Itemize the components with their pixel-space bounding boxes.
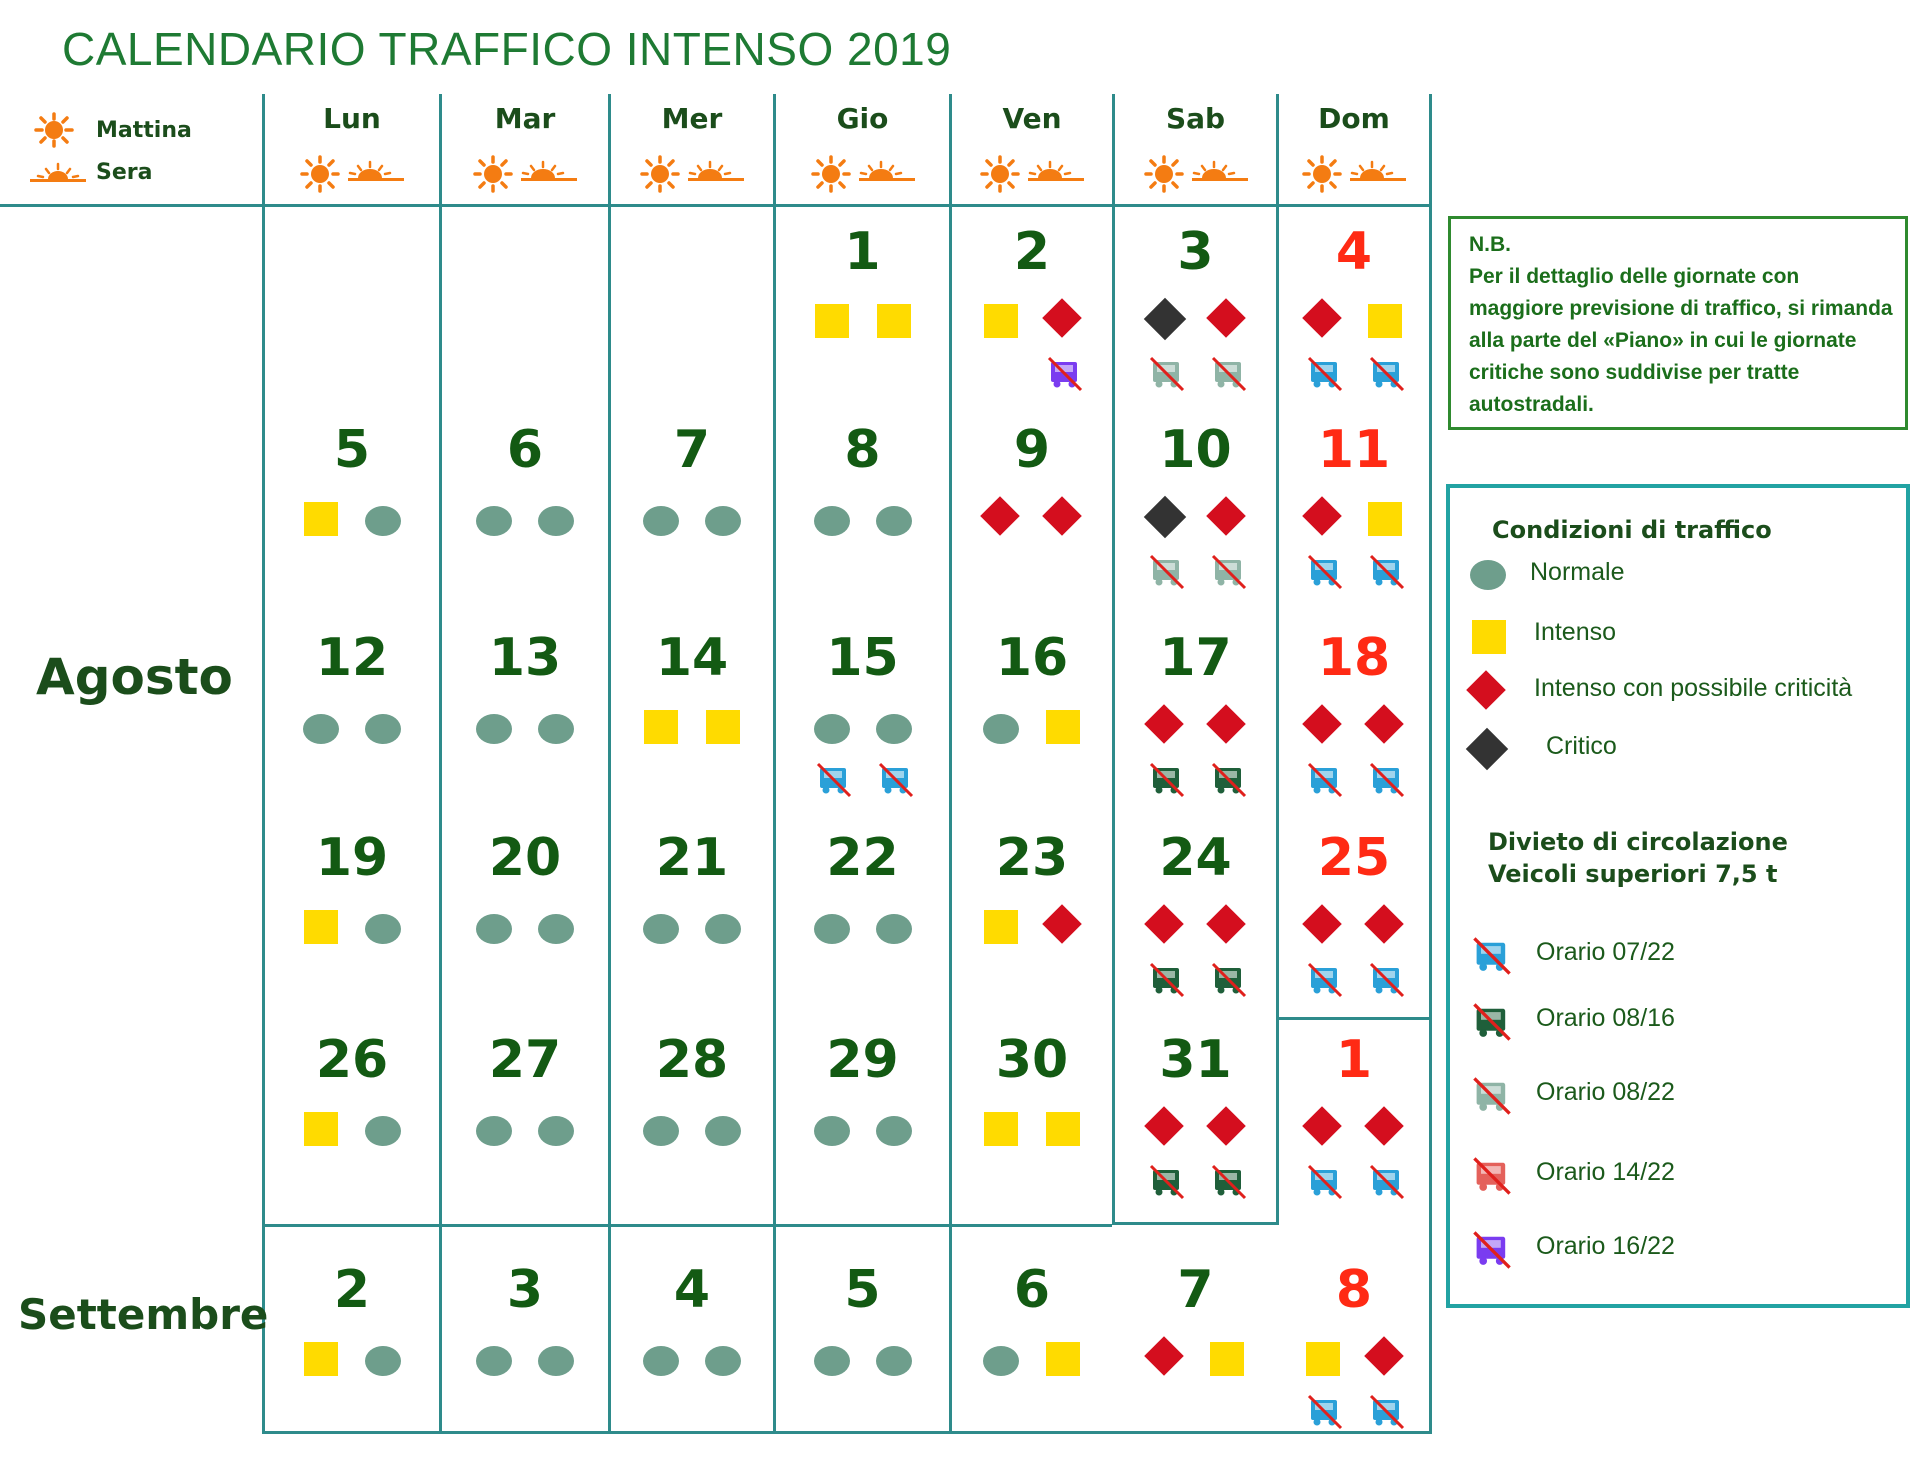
weekday-period-icons — [465, 154, 605, 194]
weekday-period-icons — [1136, 154, 1276, 194]
day-cell — [1121, 222, 1271, 422]
evening-label: Sera — [96, 160, 153, 185]
traffic-normale — [814, 914, 850, 944]
truck-ban-icon — [1305, 760, 1345, 800]
truck-ban-icon — [1147, 760, 1187, 800]
traffic-normale — [538, 506, 574, 536]
day-cell — [450, 1030, 600, 1230]
day-cell — [957, 222, 1107, 422]
day-cell — [957, 1260, 1107, 1460]
traffic-intenso — [1210, 1342, 1244, 1376]
day-cell — [1121, 1030, 1271, 1230]
header-divider — [0, 204, 1432, 207]
truck-ban-icon — [1147, 552, 1187, 592]
day-number: 22 — [826, 828, 899, 888]
truck-ban-icon — [1305, 960, 1345, 1000]
traffic-critico-rosso — [1302, 904, 1342, 944]
legend-box — [1446, 484, 1910, 1308]
traffic-critico-rosso — [1302, 704, 1342, 744]
traffic-critico-nero — [1143, 298, 1185, 340]
page-title: CALENDARIO TRAFFICO INTENSO 2019 — [62, 23, 952, 75]
sunset-evening-icon — [521, 162, 577, 181]
truck-ban-icon — [1305, 552, 1345, 592]
traffic-normale — [365, 714, 401, 744]
traffic-normale — [705, 1116, 741, 1146]
traffic-intenso — [1472, 620, 1506, 654]
traffic-intenso — [815, 304, 849, 338]
day-number: 28 — [655, 1030, 729, 1090]
day-cell — [788, 628, 938, 828]
condition-label: Normale — [1530, 558, 1625, 586]
truck-ban-ban-08-22 — [1209, 354, 1249, 399]
day-number: 24 — [1159, 828, 1232, 888]
traffic-normale — [476, 914, 512, 944]
month-label-august: Agosto — [36, 648, 233, 706]
grid-line — [262, 94, 265, 1434]
day-cell — [957, 628, 1107, 828]
grid-line — [1429, 94, 1432, 1434]
grid-line — [1112, 94, 1115, 1224]
truck-ban-ban-07-22 — [1305, 1392, 1345, 1437]
note-text: Per il dettaglio delle giornate con maggiore previsione di traffico, si rimanda alla parte del «Piano» in cui le giornate critiche sono suddivise per tratte autostradali. — [1469, 265, 1893, 416]
traffic-critico-rosso — [1466, 670, 1506, 710]
day-cell — [277, 1030, 427, 1230]
weekday-mer: Mer — [661, 102, 723, 135]
traffic-intenso — [1306, 1342, 1340, 1376]
truck-ban-ban-07-22 — [1305, 552, 1345, 597]
truck-ban-icon — [1209, 552, 1249, 592]
truck-ban-ban-07-22 — [1367, 1392, 1407, 1437]
traffic-normale — [983, 1346, 1019, 1376]
traffic-critico-rosso — [1364, 1106, 1404, 1146]
day-number: 23 — [995, 828, 1069, 888]
day-cell — [1121, 828, 1271, 1028]
day-cell — [788, 1260, 938, 1460]
day-cell — [1279, 420, 1429, 620]
truck-ban-icon — [1367, 760, 1407, 800]
truck-ban-icon — [1305, 1392, 1345, 1432]
day-cell — [1121, 628, 1271, 828]
note-heading: N.B. — [1469, 233, 1511, 256]
weekday-dom: Dom — [1318, 102, 1390, 135]
traffic-normale — [476, 714, 512, 744]
period-icons — [292, 154, 412, 194]
traffic-critico-rosso — [1302, 298, 1342, 338]
day-number: 21 — [655, 828, 729, 888]
day-cell — [1279, 1260, 1429, 1460]
traffic-critico-rosso — [1302, 1106, 1342, 1146]
grid-line — [439, 94, 442, 1434]
day-number: 5 — [333, 420, 371, 480]
day-cell — [617, 1030, 767, 1230]
day-cell — [617, 628, 767, 828]
day-cell — [450, 1260, 600, 1460]
day-cell — [788, 1030, 938, 1230]
truck-ban-ban-07-22 — [876, 760, 916, 805]
truck-ban-icon — [1470, 934, 1514, 978]
period-icons — [465, 154, 585, 194]
day-number: 12 — [315, 628, 389, 688]
truck-ban-ban-08-16 — [1209, 960, 1249, 1005]
weekday-lun: Lun — [323, 102, 381, 135]
truck-ban-icon — [1147, 960, 1187, 1000]
day-number: 7 — [673, 420, 711, 480]
day-number: 3 — [506, 1260, 544, 1320]
day-cell — [1279, 1030, 1429, 1230]
day-cell — [450, 828, 600, 1028]
traffic-normale — [876, 506, 912, 536]
traffic-normale — [643, 1116, 679, 1146]
day-number: 30 — [995, 1030, 1069, 1090]
truck-ban-legend-icon — [1470, 1074, 1514, 1123]
day-cell — [1279, 628, 1429, 828]
traffic-intenso — [304, 1342, 338, 1376]
weekday-period-icons — [1294, 154, 1434, 194]
note-box — [1448, 216, 1908, 430]
traffic-normale — [983, 714, 1019, 744]
truck-ban-ban-08-22 — [1147, 552, 1187, 597]
traffic-intenso — [1368, 502, 1402, 536]
day-number: 18 — [1317, 628, 1391, 688]
truck-ban-legend-icon — [1470, 1000, 1514, 1049]
period-icons — [972, 154, 1092, 194]
truck-ban-icon — [1367, 1162, 1407, 1202]
day-number: 6 — [1013, 1260, 1051, 1320]
day-number: 15 — [826, 628, 899, 688]
truck-ban-icon — [1209, 960, 1249, 1000]
day-number: 11 — [1317, 420, 1391, 480]
traffic-critico-nero — [1143, 496, 1185, 538]
traffic-intenso — [706, 710, 740, 744]
traffic-normale — [705, 506, 741, 536]
truck-ban-ban-08-16 — [1209, 1162, 1249, 1207]
day-number: 6 — [506, 420, 544, 480]
sunset-evening-icon — [859, 162, 915, 181]
traffic-critico-rosso — [1042, 496, 1082, 536]
traffic-normale — [705, 914, 741, 944]
day-number: 8 — [1335, 1260, 1373, 1320]
traffic-normale — [814, 1346, 850, 1376]
traffic-critico-rosso — [1364, 704, 1404, 744]
sun-morning-icon — [982, 157, 1018, 191]
traffic-normale — [705, 1346, 741, 1376]
day-cell — [450, 420, 600, 620]
ban-label: Orario 16/22 — [1536, 1232, 1675, 1260]
traffic-critico-rosso — [1144, 904, 1184, 944]
traffic-critico-rosso — [1364, 904, 1404, 944]
traffic-intenso — [1046, 710, 1080, 744]
day-number: 3 — [1177, 222, 1214, 282]
truck-ban-ban-16-22 — [1045, 354, 1085, 399]
grid-line — [773, 94, 776, 1434]
day-cell — [788, 420, 938, 620]
conditions-title: Condizioni di traffico — [1492, 516, 1772, 544]
truck-ban-icon — [1367, 1392, 1407, 1432]
truck-ban-ban-07-22 — [1367, 354, 1407, 399]
traffic-critico-rosso — [1144, 1336, 1184, 1376]
truck-ban-ban-07-22 — [1305, 760, 1345, 805]
sun-morning-icon — [30, 112, 78, 148]
sunset-evening-icon — [688, 162, 744, 181]
traffic-intenso — [984, 1112, 1018, 1146]
traffic-critico-rosso — [1206, 298, 1246, 338]
truck-ban-ban-07-22 — [1367, 552, 1407, 597]
truck-ban-ban-08-16 — [1147, 1162, 1187, 1207]
day-number: 7 — [1177, 1260, 1214, 1320]
traffic-normale — [876, 914, 912, 944]
day-cell — [957, 420, 1107, 620]
traffic-critico-rosso — [1206, 704, 1246, 744]
truck-ban-icon — [1367, 960, 1407, 1000]
day-number: 10 — [1159, 420, 1232, 480]
weekday-period-icons — [803, 154, 943, 194]
traffic-critico-rosso — [1206, 904, 1246, 944]
ban-label: Orario 07/22 — [1536, 938, 1675, 966]
day-number: 2 — [1013, 222, 1051, 282]
traffic-critico-rosso — [1042, 904, 1082, 944]
condition-label: Intenso — [1534, 618, 1617, 646]
truck-ban-icon — [1209, 760, 1249, 800]
traffic-intenso — [877, 304, 911, 338]
truck-ban-icon — [1470, 1228, 1514, 1272]
truck-ban-icon — [1305, 1162, 1345, 1202]
period-icons — [1294, 154, 1414, 194]
truck-ban-legend-icon — [1470, 1228, 1514, 1277]
traffic-normale — [1470, 560, 1506, 590]
traffic-intenso — [644, 710, 678, 744]
day-number: 31 — [1159, 1030, 1232, 1090]
traffic-critico-rosso — [1144, 1106, 1184, 1146]
traffic-normale — [538, 714, 574, 744]
truck-ban-ban-08-16 — [1147, 760, 1187, 805]
truck-ban-icon — [1209, 354, 1249, 394]
weekday-period-icons — [292, 154, 432, 194]
traffic-critico-rosso — [1042, 298, 1082, 338]
truck-ban-ban-07-22 — [1305, 1162, 1345, 1207]
truck-ban-icon — [1470, 1074, 1514, 1118]
truck-ban-icon — [1470, 1000, 1514, 1044]
day-cell — [277, 828, 427, 1028]
ban-label: Orario 08/16 — [1536, 1004, 1675, 1032]
weekday-mar: Mar — [494, 102, 556, 135]
traffic-normale — [876, 1346, 912, 1376]
traffic-critico-rosso — [1302, 496, 1342, 536]
traffic-normale — [643, 1346, 679, 1376]
truck-ban-ban-07-22 — [1367, 1162, 1407, 1207]
sunset-evening-icon — [1350, 162, 1406, 181]
truck-ban-ban-08-16 — [1147, 960, 1187, 1005]
truck-ban-icon — [1147, 1162, 1187, 1202]
period-icons — [632, 154, 752, 194]
day-number: 19 — [315, 828, 389, 888]
day-cell — [788, 222, 938, 422]
truck-ban-ban-07-22 — [1367, 760, 1407, 805]
day-cell — [617, 420, 767, 620]
traffic-critico-rosso — [1206, 1106, 1246, 1146]
day-number: 29 — [826, 1030, 899, 1090]
grid-line — [608, 94, 611, 1434]
traffic-intenso — [1046, 1112, 1080, 1146]
day-cell — [277, 420, 427, 620]
day-number: 27 — [488, 1030, 562, 1090]
truck-ban-ban-07-22 — [814, 760, 854, 805]
traffic-normale — [876, 714, 912, 744]
weekday-period-icons — [632, 154, 772, 194]
truck-ban-ban-07-22 — [1367, 960, 1407, 1005]
traffic-intenso — [304, 910, 338, 944]
period-icons — [803, 154, 923, 194]
condition-label: Critico — [1546, 732, 1617, 760]
traffic-intenso — [984, 304, 1018, 338]
traffic-normale — [814, 506, 850, 536]
weekday-sab: Sab — [1165, 102, 1226, 135]
sun-morning-icon — [302, 157, 338, 191]
condition-label: Intenso con possibile criticità — [1534, 674, 1853, 702]
day-number: 4 — [673, 1260, 711, 1320]
day-cell — [1121, 420, 1271, 620]
truck-ban-icon — [1045, 354, 1085, 394]
grid-line — [949, 94, 952, 1434]
truck-ban-ban-07-22 — [1305, 354, 1345, 399]
day-number: 1 — [844, 222, 881, 282]
day-number: 16 — [995, 628, 1069, 688]
truck-ban-icon — [1147, 354, 1187, 394]
truck-ban-legend-icon — [1470, 1154, 1514, 1203]
traffic-critico-rosso — [1364, 1336, 1404, 1376]
day-cell — [277, 628, 427, 828]
sunset-evening-icon — [30, 161, 86, 185]
day-cell — [617, 1260, 767, 1460]
day-number: 20 — [488, 828, 562, 888]
traffic-normale — [538, 914, 574, 944]
day-cell — [617, 828, 767, 1028]
traffic-normale — [365, 914, 401, 944]
traffic-normale — [814, 1116, 850, 1146]
truck-ban-ban-08-22 — [1209, 552, 1249, 597]
truck-ban-ban-08-16 — [1209, 760, 1249, 805]
day-cell — [957, 1030, 1107, 1230]
traffic-normale — [365, 1346, 401, 1376]
traffic-normale — [303, 714, 339, 744]
day-cell — [450, 628, 600, 828]
sunset-evening-icon — [1028, 162, 1084, 181]
ban-title-line2: Veicoli superiori 7,5 t — [1488, 860, 1778, 888]
weekday-period-icons — [972, 154, 1112, 194]
day-cell — [277, 1260, 427, 1460]
traffic-critico-rosso — [1206, 496, 1246, 536]
traffic-normale — [814, 714, 850, 744]
day-number: 14 — [655, 628, 729, 688]
weekday-gio: Gio — [836, 102, 889, 135]
day-number: 1 — [1335, 1030, 1373, 1090]
traffic-normale — [643, 914, 679, 944]
traffic-normale — [538, 1116, 574, 1146]
day-cell — [788, 828, 938, 1028]
traffic-critico-rosso — [1144, 704, 1184, 744]
day-cell — [957, 828, 1107, 1028]
traffic-normale — [365, 1116, 401, 1146]
traffic-normale — [476, 1116, 512, 1146]
weekday-ven: Ven — [1002, 102, 1062, 135]
truck-ban-icon — [1209, 1162, 1249, 1202]
day-number: 17 — [1159, 628, 1232, 688]
truck-ban-ban-07-22 — [1305, 960, 1345, 1005]
traffic-intenso — [304, 1112, 338, 1146]
sunset-evening-icon — [348, 162, 404, 181]
ban-label: Orario 14/22 — [1536, 1158, 1675, 1186]
ban-label: Orario 08/22 — [1536, 1078, 1675, 1106]
morning-label: Mattina — [96, 117, 192, 143]
traffic-normale — [538, 1346, 574, 1376]
sun-morning-icon — [475, 157, 511, 191]
sun-morning-icon — [813, 157, 849, 191]
sunset-evening-icon — [1192, 162, 1248, 181]
traffic-intenso — [1046, 1342, 1080, 1376]
truck-ban-icon — [814, 760, 854, 800]
day-cell — [1121, 1260, 1271, 1460]
day-number: 9 — [1013, 420, 1051, 480]
traffic-intenso — [1368, 304, 1402, 338]
traffic-normale — [476, 506, 512, 536]
morning-legend — [30, 112, 192, 148]
day-cell — [1279, 222, 1429, 422]
traffic-normale — [876, 1116, 912, 1146]
day-number: 4 — [1335, 222, 1373, 282]
truck-ban-icon — [1367, 552, 1407, 592]
truck-ban-icon — [1470, 1154, 1514, 1198]
truck-ban-ban-08-22 — [1147, 354, 1187, 399]
day-number: 26 — [315, 1030, 389, 1090]
period-icons — [1136, 154, 1256, 194]
evening-legend — [30, 160, 152, 185]
day-number: 5 — [844, 1260, 881, 1320]
traffic-normale — [365, 506, 401, 536]
traffic-critico-rosso — [980, 496, 1020, 536]
traffic-intenso — [304, 502, 338, 536]
traffic-intenso — [984, 910, 1018, 944]
day-cell — [1279, 828, 1429, 1028]
traffic-normale — [476, 1346, 512, 1376]
ban-title-line1: Divieto di circolazione — [1488, 828, 1788, 856]
sun-morning-icon — [1146, 157, 1182, 191]
day-number: 2 — [333, 1260, 371, 1320]
day-number: 25 — [1317, 828, 1391, 888]
truck-ban-legend-icon — [1470, 934, 1514, 983]
truck-ban-icon — [876, 760, 916, 800]
sun-morning-icon — [1304, 157, 1340, 191]
sun-morning-icon — [642, 157, 678, 191]
traffic-critico-nero — [1466, 728, 1508, 770]
traffic-normale — [643, 506, 679, 536]
truck-ban-icon — [1305, 354, 1345, 394]
day-number: 8 — [844, 420, 881, 480]
day-number: 13 — [488, 628, 562, 688]
month-label-september: Settembre — [18, 1290, 269, 1339]
truck-ban-icon — [1367, 354, 1407, 394]
